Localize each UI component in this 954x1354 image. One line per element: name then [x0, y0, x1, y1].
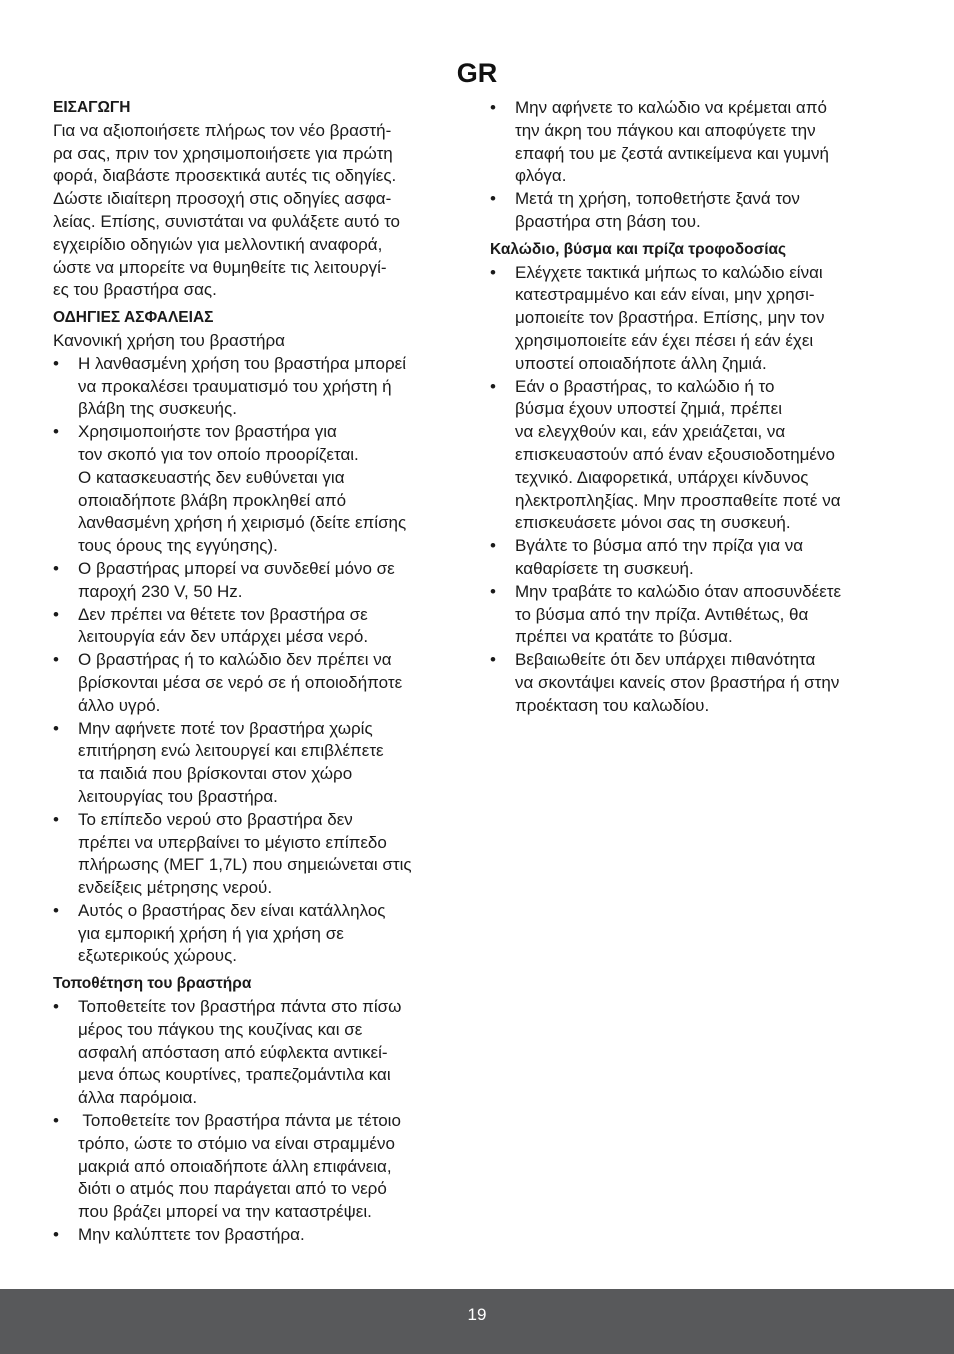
safety-subtitle: Κανονική χρήση του βραστήρα	[53, 330, 285, 350]
text-line: Ο βραστήρας μπορεί να συνδεθεί μόνο σε	[78, 558, 395, 578]
bullet-item	[490, 535, 906, 581]
bullet-item	[53, 809, 465, 900]
text-line: τρόπο, ώστε το στόμιο να είναι στραμμένο	[78, 1133, 395, 1153]
text-line: ρα σας, πριν τον χρησιμοποιήσετε για πρώτη	[53, 143, 393, 163]
bullet-item	[490, 376, 906, 536]
text-line: παροχή 230 V, 50 Hz.	[78, 581, 243, 601]
text-line: ώστε να μπορείτε να θυμηθείτε τις λειτουργί-	[53, 257, 387, 277]
page-number: 19	[467, 1305, 487, 1324]
text-line: λανθασμένη χρήση ή χειρισμό (δείτε επίσης	[78, 513, 407, 533]
text-line: Για να αξιοποιήσετε πλήρως τον νέο βραστή-	[53, 120, 392, 140]
bullet-item	[53, 604, 465, 650]
text-line: καθαρίσετε τη συσκευή.	[515, 558, 694, 578]
intro-heading: ΕΙΣΑΓΩΓΗ	[53, 99, 131, 116]
text-line: χρησιμοποιείτε εάν έχει πέσει ή εάν έχει	[515, 330, 814, 350]
intro-paragraph	[53, 120, 465, 302]
text-line: προέκταση του καλωδίου.	[515, 695, 710, 715]
left-column	[53, 97, 465, 1247]
text-line: Βεβαιωθείτε ότι δεν υπάρχει πιθανότητα	[515, 650, 816, 670]
text-line: επισκευάσετε μόνοι σας τη συσκευή.	[515, 513, 791, 533]
bullet-item	[53, 1110, 465, 1224]
text-line: ες του βραστήρα σας.	[53, 280, 217, 300]
text-line: Εάν ο βραστήρας, το καλώδιο ή το	[515, 376, 775, 396]
bullet-item	[490, 97, 906, 188]
text-line: ηλεκτροπληξίας. Μην προσπαθείτε ποτέ να	[515, 490, 841, 510]
text-line: βλάβη της συσκευής.	[78, 399, 237, 419]
text-line: Η λανθασμένη χρήση του βραστήρα μπορεί	[78, 353, 406, 373]
text-line: μέρος του πάγκου της κουζίνας και σε	[78, 1019, 363, 1039]
text-line: λειτουργία εάν δεν υπάρχει μέσα νερό.	[78, 627, 369, 647]
text-line: επαφή του με ζεστά αντικείμενα και γυμνή	[515, 143, 830, 163]
bullet-item	[53, 900, 465, 968]
text-line: εξωτερικούς χώρους.	[78, 946, 238, 966]
text-line: επιτήρηση ενώ λειτουργεί και επιβλέπετε	[78, 741, 384, 761]
text-line: Δώστε ιδιαίτερη προσοχή στις οδηγίες ασφα-	[53, 189, 392, 209]
text-line: κατεστραμμένο και εάν είναι, μην χρησι-	[515, 285, 815, 305]
text-line: για εμπορική χρήση ή για χρήση σε	[78, 923, 344, 943]
language-header: GR	[456, 58, 498, 88]
text-line: οποιαδήποτε βλάβη προκληθεί από	[78, 490, 347, 510]
cable-list	[490, 262, 906, 718]
text-line: φορά, διαβάστε προσεκτικά αυτές τις οδηγίες.	[53, 166, 397, 186]
text-line: λειτουργίας του βραστήρα.	[78, 786, 278, 806]
text-line: να ελεγχθούν και, εάν χρειάζεται, να	[515, 422, 786, 442]
bullet-item	[53, 996, 465, 1110]
text-line: βραστήρα στη βάση του.	[515, 211, 701, 231]
placement-list	[53, 996, 465, 1247]
text-line: διότι ο ατμός που παράγεται από το νερό	[78, 1179, 387, 1199]
text-line: βρίσκονται μέσα σε νερό σε ή οποιοδήποτε	[78, 672, 403, 692]
safety-list	[53, 353, 465, 969]
text-line: Μην αφήνετε το καλώδιο να κρέμεται από	[515, 98, 827, 117]
bullet-item	[53, 421, 465, 558]
text-line: τον σκοπό για τον οποίο προορίζεται.	[78, 444, 359, 464]
text-line: το βύσμα από την πρίζα. Αντιθέτως, θα	[515, 604, 809, 624]
text-line: να σκοντάψει κανείς στον βραστήρα ή στην	[515, 672, 840, 692]
bullet-item	[490, 262, 906, 376]
bullet-item	[53, 649, 465, 717]
text-line: τα παιδιά που βρίσκονται στον χώρο	[78, 764, 353, 784]
text-line: Ελέγχετε τακτικά μήπως το καλώδιο είναι	[515, 262, 823, 282]
text-line: Μην καλύπτετε τον βραστήρα.	[78, 1225, 305, 1245]
text-line: ασφαλή απόσταση από εύφλεκτα αντικεί-	[78, 1042, 388, 1062]
text-line: Ο βραστήρας ή το καλώδιο δεν πρέπει να	[78, 650, 392, 670]
bullet-item	[53, 558, 465, 604]
text-line: Το επίπεδο νερού στο βραστήρα δεν	[78, 809, 353, 829]
text-line: τους όρους της εγγύησης).	[78, 536, 278, 556]
text-line: Τοποθετείτε τον βραστήρα πάντα με τέτοιο	[78, 1111, 401, 1131]
safety-heading: ΟΔΗΓΙΕΣ ΑΣΦΑΛΕΙΑΣ	[53, 309, 214, 327]
text-line: πρέπει να κρατάτε το βύσμα.	[515, 627, 733, 647]
text-line: που βράζει μπορεί να την καταστρέψει.	[78, 1202, 372, 1222]
text-line: λείας. Επίσης, συνιστάται να φυλάξετε αυτό το	[53, 211, 401, 231]
text-line: Αυτός ο βραστήρας δεν είναι κατάλληλος	[78, 900, 386, 920]
text-line: Ο κατασκευαστής δεν ευθύνεται για	[78, 467, 345, 487]
text-line: μενα όπως κουρτίνες, τραπεζομάντιλα και	[78, 1065, 391, 1085]
text-line: εγχειρίδιο οδηγιών για μελλοντική αναφορά,	[53, 234, 383, 254]
text-line: Μετά τη χρήση, τοποθετήστε ξανά τον	[515, 189, 800, 209]
bullet-item	[490, 188, 906, 234]
text-line: Μην τραβάτε το καλώδιο όταν αποσυνδέετε	[515, 581, 842, 601]
text-line: Μην αφήνετε ποτέ τον βραστήρα χωρίς	[78, 718, 373, 738]
text-line: ενδείξεις μέτρησης νερού.	[78, 878, 273, 898]
text-line: άλλο υγρό.	[78, 695, 161, 715]
text-line: μακριά από οποιαδήποτε άλλη επιφάνεια,	[78, 1156, 392, 1176]
text-line: μοποιείτε τον βραστήρα. Επίσης, μην τον	[515, 308, 825, 328]
right-column	[490, 97, 906, 718]
placement-heading: Τοποθέτηση του βραστήρα	[53, 975, 252, 993]
text-line: την άκρη του πάγκου και αποφύγετε την	[515, 120, 816, 140]
bullet-item	[490, 649, 906, 717]
text-line: να προκαλέσει τραυματισμό του χρήστη ή	[78, 376, 392, 396]
text-line: υποστεί οποιαδήποτε άλλη ζημιά.	[515, 353, 767, 373]
cable-heading: Καλώδιο, βύσμα και πρίζα τροφοδοσίας	[490, 240, 787, 258]
footer-bar	[0, 1289, 954, 1354]
text-line: βύσμα έχουν υποστεί ζημιά, πρέπει	[515, 399, 783, 419]
bullet-item	[53, 1224, 465, 1247]
text-line: άλλα παρόμοια.	[78, 1088, 198, 1108]
bullet-item	[490, 581, 906, 649]
text-line: Βγάλτε το βύσμα από την πρίζα για να	[515, 536, 804, 556]
text-line: Δεν πρέπει να θέτετε τον βραστήρα σε	[78, 604, 368, 624]
text-line: πλήρωσης (ΜΕΓ 1,7L) που σημειώνεται στις	[78, 855, 412, 875]
bullet-item	[53, 353, 465, 421]
cable-handling-list	[490, 97, 906, 234]
text-line: Τοποθετείτε τον βραστήρα πάντα στο πίσω	[78, 997, 402, 1017]
bullet-item	[53, 718, 465, 809]
text-line: επισκευαστούν από έναν εξουσιοδοτημένο	[515, 444, 835, 464]
text-line: τεχνικό. Διαφορετικά, υπάρχει κίνδυνος	[515, 467, 809, 487]
text-line: φλόγα.	[515, 166, 567, 186]
text-line: Χρησιμοποιήστε τον βραστήρα για	[78, 422, 337, 442]
text-line: πρέπει να υπερβαίνει το μέγιστο επίπεδο	[78, 832, 387, 852]
